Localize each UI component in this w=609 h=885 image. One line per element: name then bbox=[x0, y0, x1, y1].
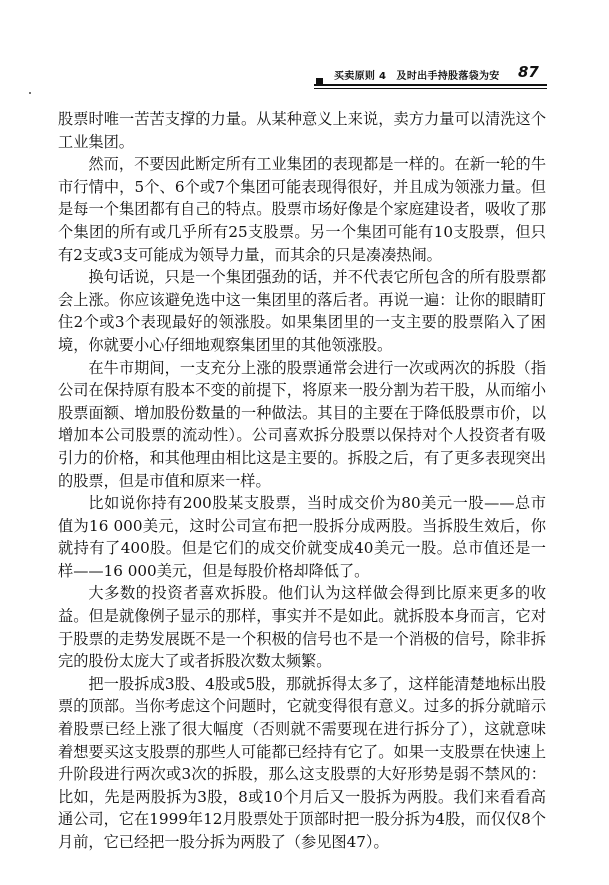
paragraph: 换句话说，只是一个集团强劲的话，并不代表它所包含的所有股票都会上涨。你应该避免选中这一集团里的落后者。再说一遍：让你的眼睛盯住2个或3个表现最好的领涨股。如果集团里的一支主要的股票陷入了困境，你就要小心仔细地观察集团里的其他领涨股。 bbox=[58, 268, 546, 354]
running-header bbox=[0, 0, 609, 92]
page-number: 87 bbox=[518, 63, 539, 81]
paragraph-continued: 股票时唯一苦苦支撑的力量。从某种意义上来说，卖方力量可以清洗这个工业集团。 bbox=[58, 110, 546, 151]
paragraph: 然而，不要因此断定所有工业集团的表现都是一样的。在新一轮的牛市行情中，5个、6个或7个集团可能表现得很好，并且成为领涨力量。但是每一个集团都有自己的特点。股票市场好像是个家庭建设者，吸收了那个集团的所有或几乎所有25支股票。另一个集团可能有10支股票，但只有2支或3支可能成为领导力量，而其余的只是凑凑热闹。 bbox=[58, 155, 546, 264]
header-rule bbox=[314, 84, 547, 86]
stray-ink-dot bbox=[29, 92, 31, 94]
running-header-title: 买卖原则 4 及时出手持股落袋为安 bbox=[334, 71, 500, 82]
header-rule-thin bbox=[314, 88, 547, 89]
paragraph: 把一股拆成3股、4股或5股，那就拆得太多了，这样能清楚地标出股票的顶部。当你考虑这个问题时，它就变得很有意义。过多的拆分就暗示着股票已经上涨了很大幅度（否则就不需要现在进行拆分了），这就意味着想要买这支股票的那些人可能都已经持有它了。如果一支股票在快速上升阶段进行两次或3次的拆股，那么这支股票的大好形势是弱不禁风的：比如，先是两股拆为3股，8或10个月后又一股拆为两股。我们来看看高通公司，它在1999年12月股票处于顶部时把一股分拆为4股，而仅仅8个月前，它已经把一股分拆为两股了（参见图47）。 bbox=[58, 674, 546, 851]
paragraph: 在牛市期间，一支充分上涨的股票通常会进行一次或两次的拆股（指公司在保持原有股本不变的前提下，将原来一股分割为若干股，从而缩小股票面额、增加股份数量的一种做法。其目的主要在于降低股票市价，以增加本公司股票的流动性）。公司喜欢拆分股票以保持对个人投资者有吸引力的价格，和其他理由相比这是主要的。拆股之后，有了更多表现突出的股票，但是市值和原来一样。 bbox=[58, 358, 546, 490]
paragraph: 比如说你持有200股某支股票，当时成交价为80美元一股——总市值为16 000美元，这时公司宣布把一股拆分成两股。当拆股生效后，你就持有了400股。但是它们的成交价就变成40美元一股。总市值还是一样——16 000美元，但是每股价格却降低了。 bbox=[58, 494, 546, 580]
paragraph: 大多数的投资者喜欢拆股。他们认为这样做会得到比原来更多的收益。但是就像例子显示的那样，事实并不是如此。就拆股本身而言，它对于股票的走势发展既不是一个积极的信号也不是一个消极的信号，除非拆完的股份太庞大了或者拆股次数太频繁。 bbox=[58, 584, 546, 671]
body-text bbox=[58, 108, 546, 854]
